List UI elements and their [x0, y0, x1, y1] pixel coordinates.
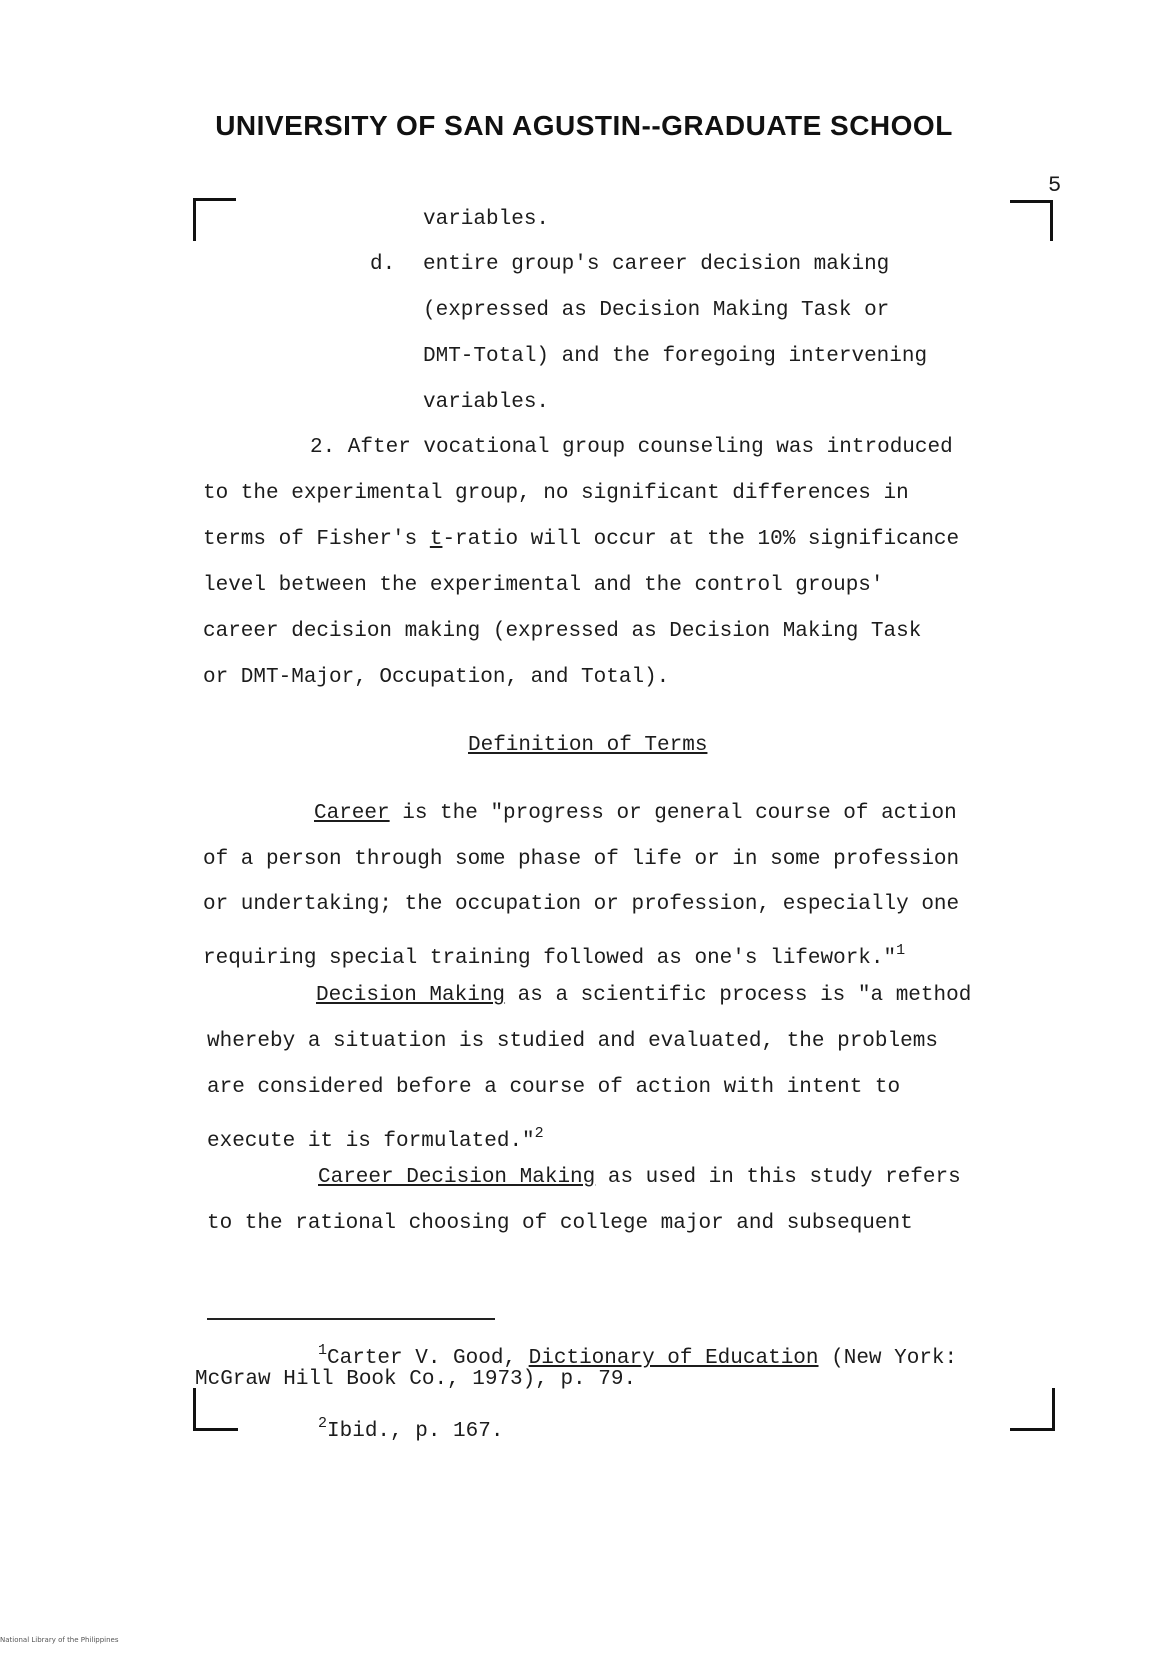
footnote-number: 1 — [318, 1342, 328, 1359]
footnote-text: (New York: — [818, 1347, 958, 1370]
list-item-d-line: entire group's career decision making — [423, 253, 890, 276]
hypothesis-line: 2. After vocational group counseling was introduced — [310, 436, 953, 459]
page-number: 5 — [1048, 173, 1062, 198]
list-item-marker: d. — [370, 253, 396, 276]
section-heading: Definition of Terms — [468, 734, 708, 757]
page-header: UNIVERSITY OF SAN AGUSTIN--GRADUATE SCHOOL — [215, 110, 953, 141]
hypothesis-text: terms of Fisher's — [203, 528, 430, 551]
footnote-text: Carter V. Good, — [327, 1347, 529, 1370]
footnote-2 — [318, 1410, 503, 1446]
footnote-reference: 2 — [534, 1125, 544, 1142]
hypothesis-line: career decision making (expressed as Decision Making Task — [203, 620, 922, 643]
definition-line — [318, 1164, 961, 1192]
footnote-divider — [207, 1318, 495, 1320]
definition-line: whereby a situation is studied and evaluated, the problems — [207, 1030, 938, 1053]
corner-bracket-top-right — [1010, 200, 1053, 241]
definition-text: requiring special training followed as one's lifework." — [203, 947, 897, 970]
definition-line: to the rational choosing of college major and subsequent — [207, 1212, 913, 1235]
footnote-1-line: McGraw Hill Book Co., 1973), p. 79. — [195, 1368, 637, 1391]
hypothesis-line: level between the experimental and the control groups' — [203, 574, 884, 597]
defined-term: Decision Making — [316, 984, 506, 1007]
corner-bracket-bottom-left — [193, 1388, 238, 1431]
hypothesis-line: or DMT-Major, Occupation, and Total). — [203, 666, 670, 689]
corner-bracket-bottom-right — [1010, 1388, 1055, 1431]
definition-line: are considered before a course of action with intent to — [207, 1076, 901, 1099]
definition-line — [316, 982, 971, 1010]
corner-bracket-top-left — [193, 198, 236, 241]
footnote-reference: 1 — [896, 942, 906, 959]
footnote-title: Dictionary of Education — [528, 1347, 819, 1370]
list-item-d-line: (expressed as Decision Making Task or — [423, 299, 890, 322]
list-continuation-line: variables. — [423, 208, 550, 231]
definition-line — [314, 800, 957, 828]
definition-text: is the "progress or general course of action — [389, 802, 957, 825]
hypothesis-line — [203, 526, 959, 554]
definition-line — [203, 937, 905, 973]
definition-text: as used in this study refers — [595, 1166, 961, 1189]
defined-term: Career Decision Making — [318, 1166, 596, 1189]
hypothesis-line: to the experimental group, no significant differences in — [203, 482, 909, 505]
definition-text: execute it is formulated." — [207, 1130, 535, 1153]
footnote-number: 2 — [318, 1415, 328, 1432]
footnote-text: Ibid., p. 167. — [327, 1420, 504, 1443]
defined-term: Career — [314, 802, 390, 825]
definition-line: of a person through some phase of life or in some profession — [203, 848, 960, 871]
t-ratio-symbol: t — [429, 528, 443, 551]
hypothesis-text: -ratio will occur at the 10% significance — [442, 528, 960, 551]
definition-line: or undertaking; the occupation or profession, especially one — [203, 893, 960, 916]
archive-footer: National Library of the Philippines — [0, 1636, 119, 1644]
definition-text: as a scientific process is "a method — [505, 984, 972, 1007]
list-item-d-line: DMT-Total) and the foregoing intervening — [423, 345, 928, 368]
definition-line — [207, 1120, 544, 1156]
list-item-d-line: variables. — [423, 391, 550, 414]
